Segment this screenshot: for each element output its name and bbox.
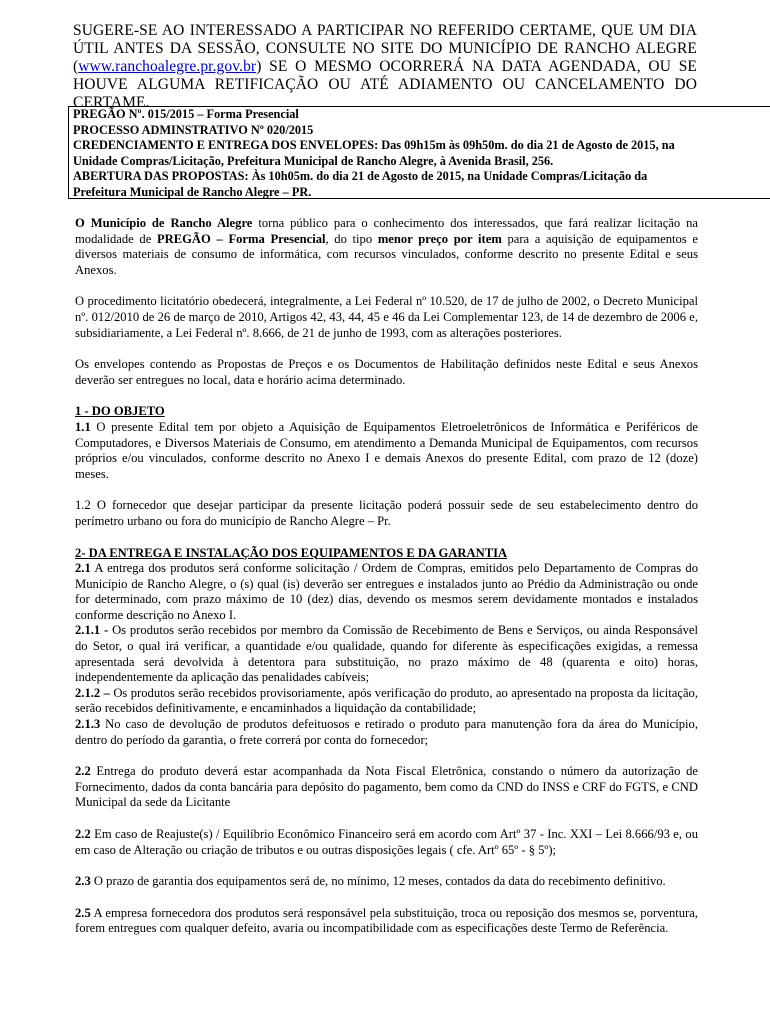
item-2-5 (75, 906, 698, 937)
item-2-1-2 (75, 686, 698, 717)
item-2-2b-number: 2.2 (75, 827, 91, 841)
notice-text-start: SUGERE-SE AO INTERESSADO A PARTICIPAR NO REFERIDO CERTAME, QUE UM DIA ÚTIL ANTES DA SESSÃO, CONSULTE NO SITE DO MUNICÍPIO DE RANCHO ALEGRE ( (73, 22, 697, 75)
process-number: PROCESSO ADMINSTRATIVO Nº 020/2015 (73, 122, 314, 137)
credentialing-schedule: CREDENCIAMENTO E ENTREGA DOS ENVELOPES: Das 09h15m às 09h50m. do dia 21 de Agosto de 2015, na (73, 138, 675, 153)
intro-bold-2: PREGÃO – Forma Presencial (156, 231, 326, 246)
intro-bold-1: O Município de Rancho Alegre (75, 216, 253, 230)
item-2-1-2-text: Os produtos serão recebidos provisoriamente, após verificação do produto, ao apresentado na proposta da licitação, serão recebidos definitivamente, e encaminhados a liquidação da contabilidade; (75, 685, 698, 716)
notice-text-end: ) SE O MESMO OCORRERÁ NA DATA AGENDADA, OU SE HOUVE ALGUMA RETIFICAÇÃO OU ATÉ ADIAMENTO OU CANCELAMENTO DO CERTAME. (73, 58, 697, 111)
item-2-1-1 (75, 623, 698, 685)
intro-paragraph (75, 216, 698, 278)
item-1-1 (75, 420, 698, 482)
item-2-1-1-number: 2.1.1 - (75, 623, 109, 638)
item-2-1-3-text: No caso de devolução de produtos defeituosos e retirado o produto para manutenção fora da área do Município, dentro do período da garantia, o frete correrá por conta do fornecedor; (75, 717, 698, 747)
item-2-1-3-number: 2.1.3 (75, 717, 101, 732)
item-2-2-number: 2.2 (75, 764, 91, 779)
item-2-2-reajuste (75, 827, 698, 858)
notice-paragraph (73, 22, 697, 112)
item-2-5-text: A empresa fornecedora dos produtos será responsável pela substituição, troca ou reposição dos mesmos se, porventura, forem entregues com qualquer defeito, avaria ou incompatibilidade com as especificações deste Termo de Referência. (75, 905, 698, 936)
item-2-3-text: O prazo de garantia dos equipamentos será de, no mínimo, 12 meses, contados da data do recebimento definitivo. (90, 874, 666, 889)
intro-text-3: para a aquisição de equipamentos e diversos materiais de consumo de informática, com recursos vinculados, conforme descrito no presente Edital e seus Anexos. (75, 231, 699, 277)
item-2-1-1-text: Os produtos serão recebidos por membro da Comissão de Recebimento de Bens e Serviços, ou ainda Responsável do Setor, o qual irá verificar, a quantidade e/ou qualidade, quando for diferente às especificações exigidas, a remessa apresentada será devolvida à detentora para substituição, no prazo máximo de 48 (quarenta e oito) horas, independentemente da aplicação das penalidades cabíveis; (75, 623, 698, 685)
procedure-paragraph: O procedimento licitatório obedecerá, integralmente, a Lei Federal nº 10.520, de 17 de julho de 2002, o Decreto Municipal nº. 012/2010 de 26 de março de 2010, Artigos 42, 43, 44, 45 e 46 da Lei Complementar 123, de 14 de dezembro de 2006 e, subsidiariamente, a Lei Federal nº. 8.666, de 21 de junho de 1993, com as alterações posteriores. (75, 294, 698, 340)
item-2-1-2-number: 2.1.2 – (75, 685, 110, 700)
item-2-1 (75, 561, 698, 623)
item-2-3 (75, 874, 698, 890)
section-1-title: 1 - DO OBJETO (75, 404, 165, 419)
item-2-1-3 (75, 717, 698, 748)
item-1-1-text: O presente Edital tem por objeto a Aquisição de Equipamentos Eletroeletrônicos de Informática e Periféricos de Computadores, e Diversos Materiais de Consumo, em atendimento a Demanda Municipal de Equipamentos, com recursos próprios e/ou vinculados, conforme descrito no Anexo I e demais Anexos do presente Edital, com prazo de 12 (doze) meses. (75, 419, 698, 481)
item-1-1-number: 1.1 (75, 419, 91, 434)
municipality-website-link[interactable]: www.ranchoalegre.pr.gov.br (78, 58, 257, 75)
intro-text-2: , do tipo (325, 231, 378, 246)
envelopes-paragraph: Os envelopes contendo as Propostas de Preços e os Documentos de Habilitação definidos neste Edital e seus Anexos deverão ser entregues no local, data e horário acima determinado. (75, 357, 698, 387)
item-2-1-number: 2.1 (75, 561, 91, 576)
item-1-2: 1.2 O fornecedor que desejar participar da presente licitação poderá possuir sede de seu estabelecimento dentro do perímetro urbano ou fora do município de Rancho Alegre – Pr. (75, 498, 698, 528)
item-2-3-number: 2.3 (75, 874, 91, 889)
header-info-box (68, 106, 770, 199)
intro-bold-3: menor preço por item (377, 231, 502, 246)
opening-schedule: ABERTURA DAS PROPOSTAS: Às 10h05m. do dia 21 de Agosto de 2015, na Unidade Compras/Licitação da (73, 169, 648, 184)
edital-body (75, 216, 698, 937)
pregao-number: PREGÃO Nº. 015/2015 – Forma Presencial (73, 107, 299, 121)
intro-text-1: torna público para o conhecimento dos interessados, que fará realizar licitação na modalidade de (75, 216, 698, 246)
item-2-2-text: Entrega do produto deverá estar acompanhada da Nota Fiscal Eletrônica, constando o número da autorização de Fornecimento, dados da conta bancária para depósito do pagamento, bem como da CND do INSS e CRF do FGTS, e CND Municipal da sede da Licitante (75, 764, 698, 810)
item-2-5-number: 2.5 (75, 905, 91, 920)
item-2-1-text: A entrega dos produtos será conforme solicitação / Ordem de Compras, emitidos pelo Departamento de Compras do Município de Rancho Alegre, o (s) qual (is) deverão ser entregues e instalados junto ao Prédio da Administração ou onde for determinado, com prazo máximo de 10 (dez) dias, devendo os mesmos serem devidamente montados e instalados conforme descrição no Anexo I. (75, 561, 698, 622)
opening-location: Prefeitura Municipal de Rancho Alegre – PR. (73, 184, 312, 199)
item-2-2 (75, 764, 698, 811)
credentialing-location: Unidade Compras/Licitação, Prefeitura Municipal de Rancho Alegre, à Avenida Brasil, 256. (73, 153, 554, 168)
section-2-title: 2- DA ENTREGA E INSTALAÇÃO DOS EQUIPAMENTOS E DA GARANTIA (75, 545, 508, 560)
item-2-2b-text: Em caso de Reajuste(s) / Equilíbrio Econômico Financeiro será em acordo com Artº 37 - Inc. XXI – Lei 8.666/93 e, ou em caso de Alteração ou criação de tributos e ou outras disposições legais ( cfe. Artº 65º - § 5º); (75, 827, 698, 857)
